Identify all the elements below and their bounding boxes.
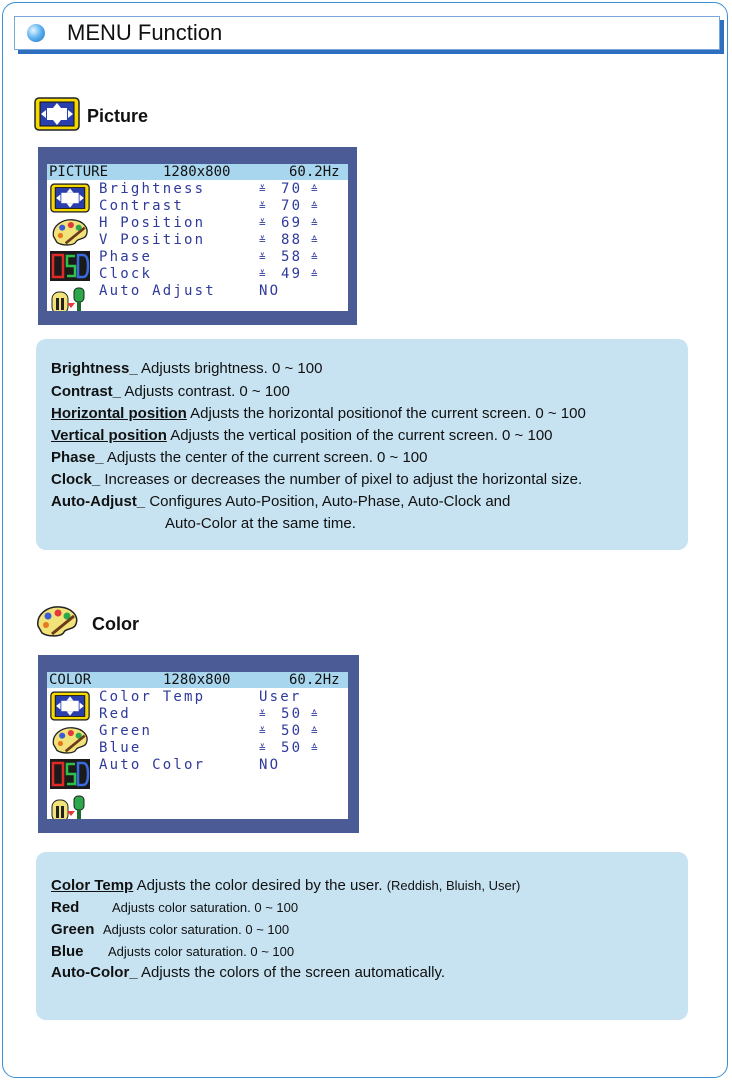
color-description-box — [36, 852, 688, 1020]
desc-auto-adjust: Auto-Adjust_ Configures Auto-Position, Auto-Phase, Auto-Clock and — [51, 493, 511, 510]
tools-icon[interactable] — [50, 794, 90, 819]
chevron-up-icon[interactable]: ≙ — [311, 268, 320, 281]
osd-screen: COLOR 1280x800 60.2Hz Color Temp User Red ≚ 50 ≙ Green ≚ 50 ≙ Blue ≚ 50 ≙ Auto Color NO — [47, 672, 348, 819]
osd-title: PICTURE — [49, 164, 109, 180]
desc-auto-adjust-cont: Auto-Color at the same time. — [165, 515, 356, 532]
desc-contrast: Contrast_ Adjusts contrast. 0 ~ 100 — [51, 383, 290, 400]
page-title: MENU Function — [67, 20, 223, 45]
chevron-down-icon[interactable]: ≚ — [259, 217, 268, 230]
osd-icon[interactable] — [50, 251, 90, 281]
chevron-down-icon[interactable]: ≚ — [259, 183, 268, 196]
chevron-up-icon[interactable]: ≙ — [311, 217, 320, 230]
desc-phase: Phase_ Adjusts the center of the current screen. 0 ~ 100 — [51, 449, 428, 466]
osd-resolution: 1280x800 — [163, 672, 231, 688]
osd-titlebar — [47, 672, 348, 688]
osd-frequency: 60.2Hz — [289, 672, 340, 688]
chevron-up-icon[interactable]: ≙ — [311, 183, 320, 196]
chevron-down-icon[interactable]: ≚ — [259, 200, 268, 213]
chevron-down-icon[interactable]: ≚ — [259, 268, 268, 281]
osd-titlebar — [47, 164, 348, 180]
desc-red: Red Adjusts color saturation. 0 ~ 100 — [51, 899, 299, 916]
palette-icon — [34, 604, 80, 638]
chevron-down-icon[interactable]: ≚ — [259, 725, 268, 738]
osd-icon[interactable] — [50, 759, 90, 789]
desc-auto-color: Auto-Color_ Adjusts the colors of the screen automatically. — [51, 964, 446, 981]
chevron-down-icon[interactable]: ≚ — [259, 708, 268, 721]
position-icon[interactable] — [50, 691, 90, 721]
osd-frequency: 60.2Hz — [289, 164, 340, 180]
section-title-picture: Picture — [87, 106, 149, 126]
chevron-up-icon[interactable]: ≙ — [311, 708, 320, 721]
bullet-icon — [27, 24, 45, 42]
header-bar — [14, 16, 720, 50]
section-title-color: Color — [92, 614, 139, 634]
osd-screen: PICTURE 1280x800 60.2Hz Brightness ≚ 70 ≙ Contrast ≚ 70 ≙ H Position ≚ 69 ≙ V Position ≚ 88 ≙ Phase ≚ 58 ≙ Clock ≚ 49 ≙ Auto Adjust NO — [47, 164, 348, 311]
desc-horizontal-position: Horizontal position Adjusts the horizontal positionof the current screen. 0 ~ 100 — [51, 405, 586, 422]
picture-osd-panel — [38, 147, 357, 325]
palette-icon[interactable] — [50, 725, 90, 755]
picture-description-box — [36, 339, 688, 550]
desc-clock: Clock_ Increases or decreases the number of pixel to adjust the horizontal size. — [51, 471, 583, 488]
chevron-down-icon[interactable]: ≚ — [259, 742, 268, 755]
position-icon — [34, 97, 80, 131]
chevron-up-icon[interactable]: ≙ — [311, 742, 320, 755]
desc-brightness: Brightness_ Adjusts brightness. 0 ~ 100 — [51, 360, 323, 377]
desc-vertical-position: Vertical position Adjusts the vertical position of the current screen. 0 ~ 100 — [51, 427, 553, 444]
chevron-up-icon[interactable]: ≙ — [311, 200, 320, 213]
chevron-up-icon[interactable]: ≙ — [311, 251, 320, 264]
color-osd-panel — [38, 655, 359, 833]
palette-icon[interactable] — [50, 217, 90, 247]
position-icon[interactable] — [50, 183, 90, 213]
chevron-down-icon[interactable]: ≚ — [259, 251, 268, 264]
desc-color-temp: Color Temp Adjusts the color desired by the user. (Reddish, Bluish, User) — [51, 877, 521, 894]
desc-blue: Blue Adjusts color saturation. 0 ~ 100 — [51, 943, 295, 960]
chevron-down-icon[interactable]: ≚ — [259, 234, 268, 247]
chevron-up-icon[interactable]: ≙ — [311, 725, 320, 738]
tools-icon[interactable] — [50, 286, 90, 311]
osd-title: COLOR — [49, 672, 92, 688]
chevron-up-icon[interactable]: ≙ — [311, 234, 320, 247]
osd-resolution: 1280x800 — [163, 164, 231, 180]
desc-green: Green Adjusts color saturation. 0 ~ 100 — [51, 921, 290, 938]
